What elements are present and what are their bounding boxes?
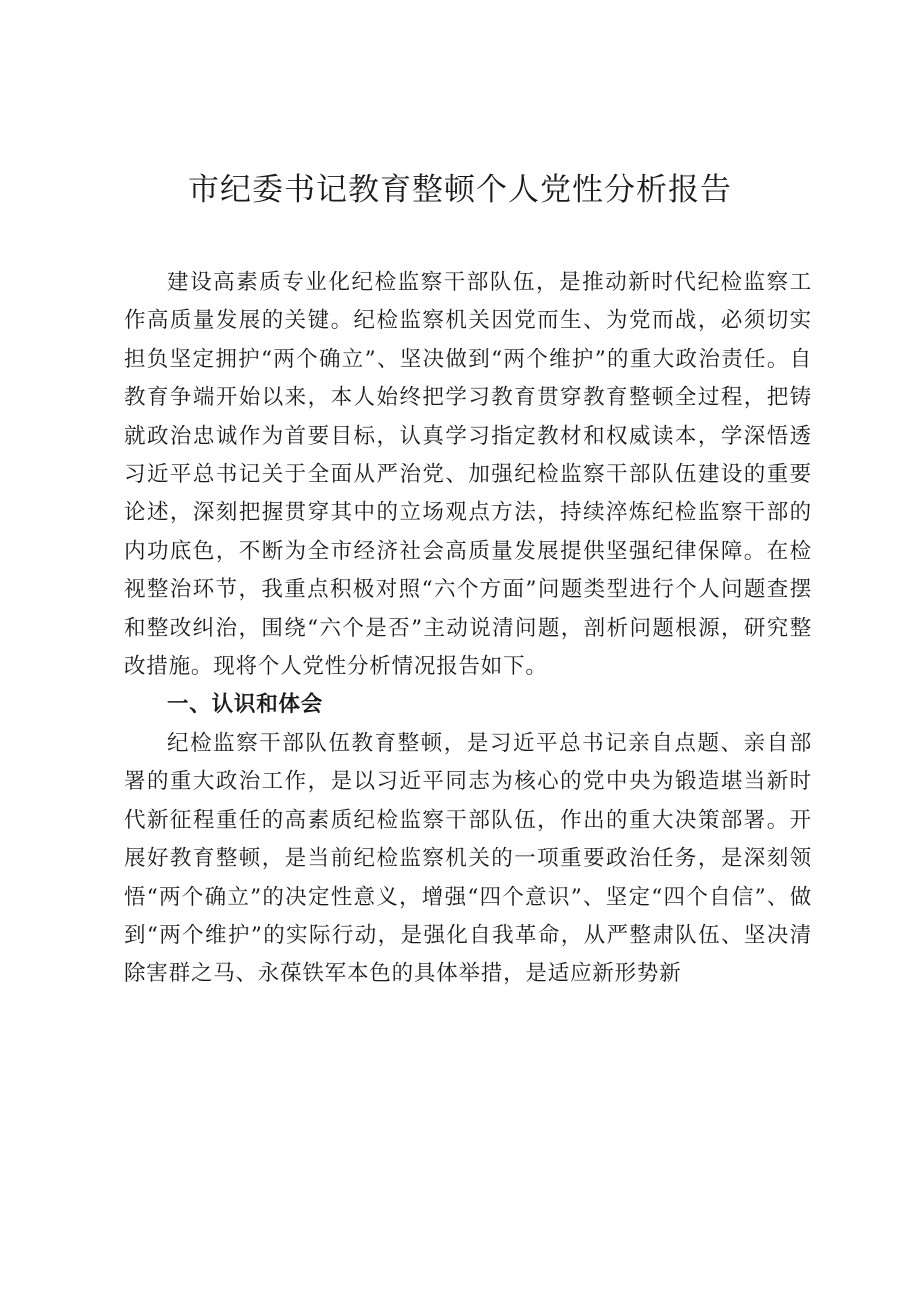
section-heading-1: 一、认识和体会: [167, 692, 324, 718]
section-1-paragraph: 纪检监察干部队伍教育整顿，是习近平总书记亲自点题、亲自部署的重大政治工作，是以习近平同志为核心的党中央为锻造堪当新时代新征程重任的高素质纪检监察干部队伍，作出的重大决策部署。开展好教育整顿，是当前纪检监察机关的一项重要政治任务，是深刻领悟“两个确立”的决定性意义，增强“四个意识”、坚定“四个自信”、做到“两个维护”的实际行动，是强化自我革命，从严整肃队伍、坚决清除害群之马、永葆铁军本色的具体举措，是适应新形势新: [124, 730, 812, 987]
document-body: [124, 264, 812, 994]
intro-paragraph: 建设高素质专业化纪检监察干部队伍，是推动新时代纪检监察工作高质量发展的关键。纪检监察机关因党而生、为党而战，必须切实担负坚定拥护“两个确立”、坚决做到“两个维护”的重大政治责任。自教育争端开始以来，本人始终把学习教育贯穿教育整顿全过程，把铸就政治忠诚作为首要目标，认真学习指定教材和权威读本，学深悟透习近平总书记关于全面从严治党、加强纪检监察干部队伍建设的重要论述，深刻把握贯穿其中的立场观点方法，持续淬炼纪检监察干部的内功底色，不断为全市经济社会高质量发展提供坚强纪律保障。在检视整治环节，我重点积极对照“六个方面”问题类型进行个人问题查摆和整改纠治，围绕“六个是否”主动说清问题，剖析问题根源，研究整改措施。现将个人党性分析情况报告如下。: [124, 270, 812, 680]
document-title: 市纪委书记教育整顿个人党性分析报告: [188, 172, 732, 208]
